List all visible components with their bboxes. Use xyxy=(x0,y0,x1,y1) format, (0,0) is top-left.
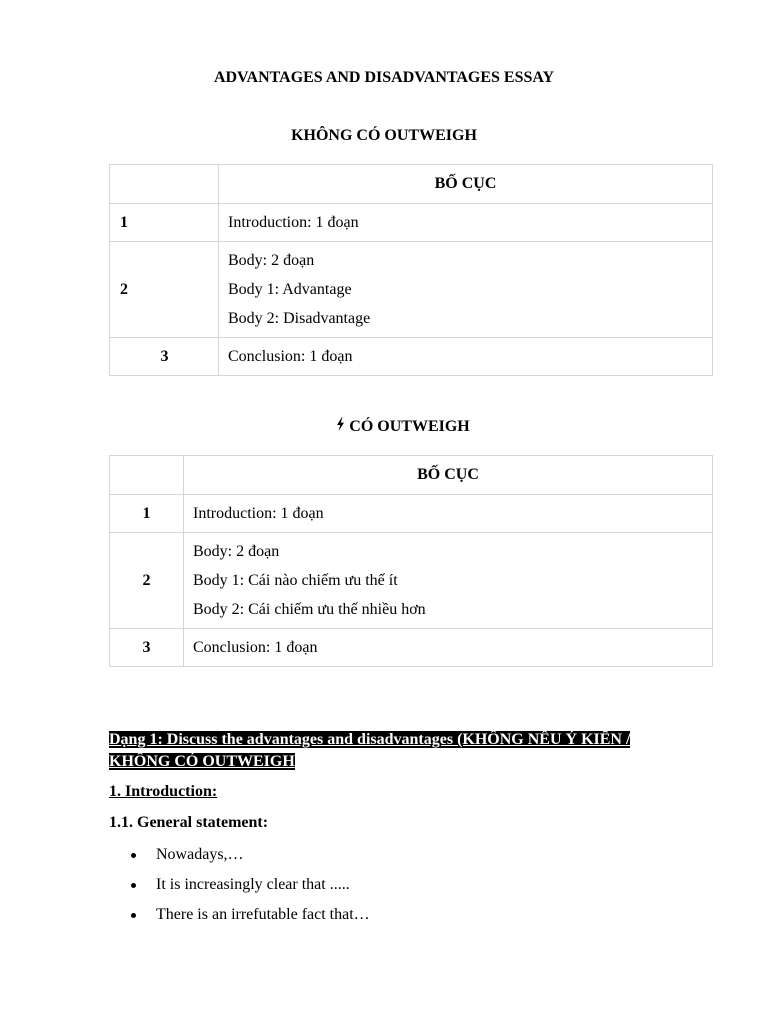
lightning-bolt-icon xyxy=(336,417,345,431)
row-content xyxy=(219,338,713,376)
section-title-outweigh xyxy=(0,417,768,436)
row-line: Conclusion: 1 đoạn xyxy=(228,348,353,365)
empty-header-cell xyxy=(110,165,219,204)
table-row xyxy=(110,338,713,376)
general-statement-heading: 1.1. General statement: xyxy=(109,814,269,831)
table-row xyxy=(110,242,713,338)
row-line: Conclusion: 1 đoạn xyxy=(193,639,318,656)
row-content xyxy=(219,204,713,242)
table-header: BỐ CỤC xyxy=(219,165,713,204)
row-line: Body 2: Cái chiếm ưu thế nhiều hơn xyxy=(193,601,426,618)
section-title-text: CÓ OUTWEIGH xyxy=(349,418,470,435)
document-title: ADVANTAGES AND DISADVANTAGES ESSAY xyxy=(213,69,555,86)
row-content xyxy=(219,242,713,338)
list-item-text: Nowadays,… xyxy=(156,846,244,863)
list-item xyxy=(109,874,370,904)
list-item-text: It is increasingly clear that ..... xyxy=(156,876,350,893)
bullet-icon xyxy=(131,883,136,888)
list-item xyxy=(109,844,370,874)
row-line: Introduction: 1 đoạn xyxy=(193,505,324,522)
introduction-heading: 1. Introduction: xyxy=(109,783,218,800)
row-number: 1 xyxy=(110,204,219,242)
row-line: Introduction: 1 đoạn xyxy=(228,214,359,231)
list-item-text: There is an irrefutable fact that… xyxy=(156,906,370,923)
statement-list xyxy=(109,844,370,934)
row-number: 1 xyxy=(110,495,184,533)
section-title-no-outweigh: KHÔNG CÓ OUTWEIGH xyxy=(291,127,477,144)
list-item xyxy=(109,904,370,934)
row-line: Body 2: Disadvantage xyxy=(228,310,371,327)
highlighted-heading-text: Dạng 1: Discuss the advantages and disadvantages (KHÔNG NÊU Ý KIẾN / KHÔNG CÓ OUTWEIGH xyxy=(109,731,631,770)
row-line: Body: 2 đoạn xyxy=(228,252,315,269)
row-line: Body 1: Cái nào chiếm ưu thế ít xyxy=(193,572,398,589)
layout-table-outweigh xyxy=(109,455,713,667)
row-content xyxy=(184,495,713,533)
empty-header-cell xyxy=(110,456,184,495)
table-row xyxy=(110,629,713,667)
form-1-heading xyxy=(109,729,669,773)
row-line: Body 1: Advantage xyxy=(228,281,352,298)
row-number: 2 xyxy=(110,533,184,629)
table-row xyxy=(110,495,713,533)
table-row xyxy=(110,533,713,629)
table-header: BỐ CỤC xyxy=(184,456,713,495)
bullet-icon xyxy=(131,913,136,918)
row-content xyxy=(184,629,713,667)
row-number: 3 xyxy=(110,338,219,376)
bullet-icon xyxy=(131,853,136,858)
row-content xyxy=(184,533,713,629)
row-number: 3 xyxy=(110,629,184,667)
layout-table-no-outweigh xyxy=(109,164,713,376)
row-number: 2 xyxy=(110,242,219,338)
row-line: Body: 2 đoạn xyxy=(193,543,280,560)
table-row xyxy=(110,204,713,242)
